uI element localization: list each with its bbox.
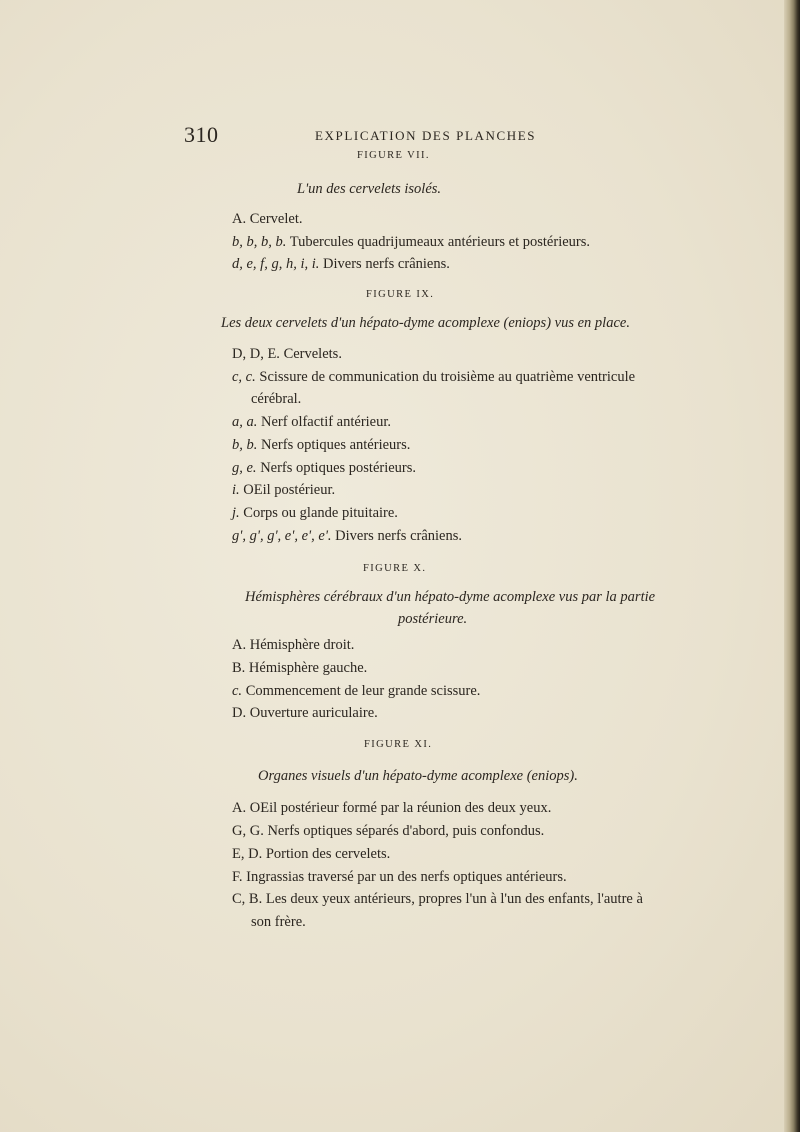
figure-10-caption-continuation: postérieure. — [398, 611, 468, 627]
legend-text: son frère. — [251, 914, 306, 930]
legend-item — [232, 682, 480, 700]
legend-text: Ouverture auriculaire. — [249, 705, 378, 721]
legend-key: G, G. — [232, 823, 264, 839]
legend-key: D, D, E. — [232, 346, 280, 362]
figure-7-caption: L'un des cervelets isolés. — [297, 181, 442, 197]
page-number: 310 — [184, 122, 219, 147]
legend-item — [232, 527, 462, 545]
legend-key: C, B. — [232, 891, 263, 907]
legend-item — [232, 345, 342, 363]
legend-key: d, e, f, g, h, i, i. — [232, 256, 320, 272]
legend-text: Hémisphère droit. — [249, 637, 355, 653]
legend-key: b, b. — [232, 437, 258, 453]
legend-key: g, e. — [232, 460, 257, 476]
legend-item-continuation — [251, 913, 306, 931]
legend-item-continuation — [251, 390, 301, 408]
legend-item — [232, 890, 643, 908]
legend-key: j. — [232, 505, 240, 521]
legend-text: Hémisphère gauche. — [248, 660, 368, 676]
legend-item — [232, 636, 354, 654]
running-title: EXPLICATION DES PLANCHES — [315, 128, 537, 143]
legend-text: Les deux yeux antérieurs, propres l'un à l'un des enfants, l'autre à — [265, 891, 643, 907]
legend-text: Nerfs optiques séparés d'abord, puis confondus. — [267, 823, 545, 839]
figure-11-caption: Organes visuels d'un hépato-dyme acomplexe (eniops). — [258, 768, 578, 784]
figure-10-caption: Hémisphères cérébraux d'un hépato-dyme acomplexe vus par la partie — [245, 589, 656, 605]
page-spine-edge — [784, 0, 800, 1132]
legend-key: c, c. — [232, 369, 256, 385]
legend-item — [232, 659, 367, 677]
legend-text: Corps ou glande pituitaire. — [243, 505, 398, 521]
legend-key: b, b, b, b. — [232, 234, 287, 250]
figure-7-heading: FIGURE VII. — [357, 150, 430, 161]
legend-text: Portion des cervelets. — [265, 846, 391, 862]
legend-text: Divers nerfs crâniens. — [323, 256, 450, 272]
legend-key: A. — [232, 637, 247, 653]
legend-text: Tubercules quadrijumeaux antérieurs et postérieurs. — [289, 234, 591, 250]
figure-11-heading: FIGURE XI. — [364, 739, 433, 750]
legend-item — [232, 436, 410, 454]
legend-item — [232, 822, 544, 840]
legend-item — [232, 255, 450, 273]
legend-item — [232, 481, 335, 499]
legend-item — [232, 368, 635, 386]
figure-9-heading: FIGURE IX. — [366, 289, 435, 300]
legend-text: Nerf olfactif antérieur. — [261, 414, 392, 430]
legend-text: Scissure de communication du troisième au quatrième ventricule — [259, 369, 636, 385]
legend-text: cérébral. — [251, 391, 302, 407]
legend-key: B. — [232, 660, 246, 676]
legend-key: a, a. — [232, 414, 258, 430]
legend-text: Commencement de leur grande scissure. — [245, 683, 481, 699]
legend-key: c. — [232, 683, 243, 699]
legend-item — [232, 233, 590, 251]
legend-key: A. — [232, 211, 247, 227]
legend-key: D. — [232, 705, 247, 721]
figure-10-heading: FIGURE X. — [363, 563, 427, 574]
figure-9-caption: Les deux cervelets d'un hépato-dyme acomplexe (eniops) vus en place. — [221, 315, 630, 331]
legend-item — [232, 413, 391, 431]
legend-key: E, D. — [232, 846, 263, 862]
legend-text: Nerfs optiques antérieurs. — [261, 437, 411, 453]
legend-text: OEil postérieur formé par la réunion des deux yeux. — [249, 800, 552, 816]
legend-item — [232, 459, 416, 477]
legend-key: A. — [232, 800, 247, 816]
legend-text: Ingrassias traversé par un des nerfs optiques antérieurs. — [246, 869, 567, 885]
legend-item — [232, 799, 551, 817]
legend-key: i. — [232, 482, 240, 498]
legend-item — [232, 845, 390, 863]
legend-text: Cervelets. — [283, 346, 342, 362]
legend-key: g', g', g', e', e', e'. — [232, 528, 332, 544]
legend-item — [232, 704, 378, 722]
legend-key: F. — [232, 869, 243, 885]
legend-text: OEil postérieur. — [243, 482, 336, 498]
legend-text: Nerfs optiques postérieurs. — [260, 460, 417, 476]
legend-text: Divers nerfs crâniens. — [335, 528, 462, 544]
legend-item — [232, 504, 398, 522]
legend-item — [232, 210, 302, 228]
legend-item — [232, 868, 567, 886]
legend-text: Cervelet. — [249, 211, 303, 227]
